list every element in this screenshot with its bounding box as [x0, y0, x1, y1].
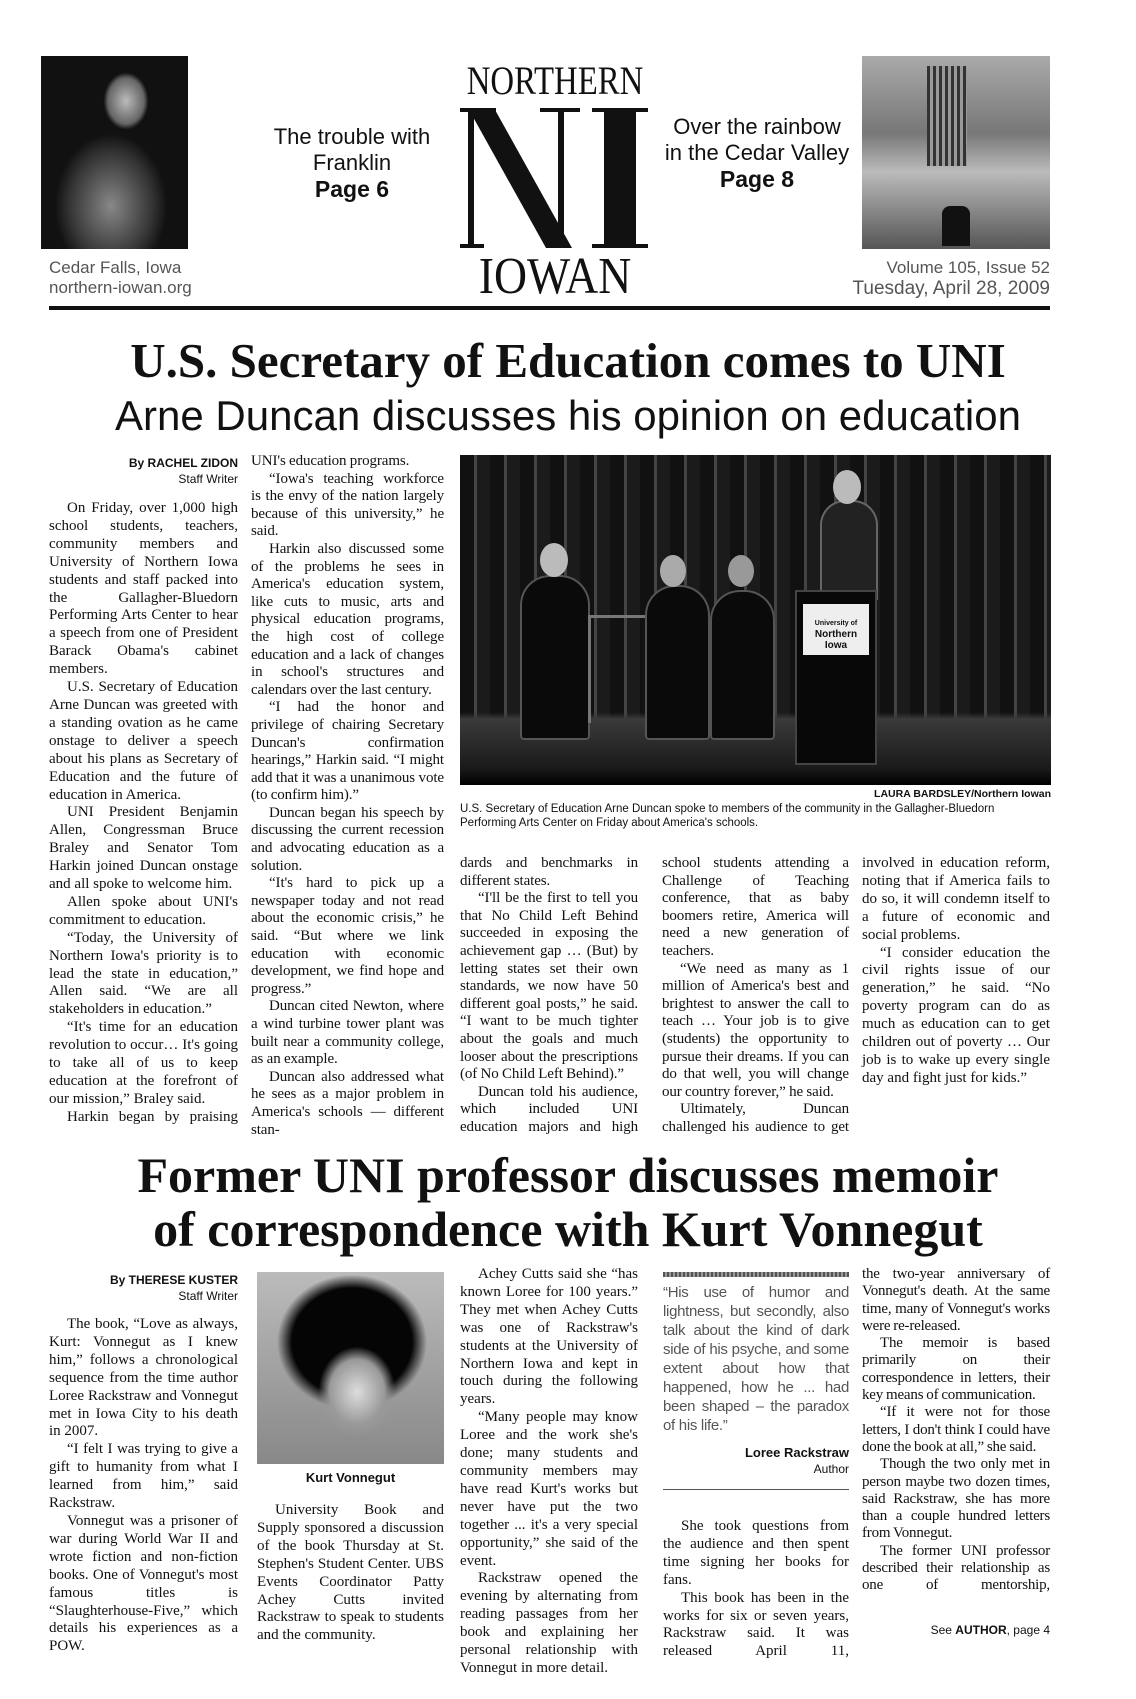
- article1-headline[interactable]: U.S. Secretary of Education comes to UNI: [130, 333, 1006, 388]
- location: Cedar Falls, Iowa: [49, 258, 182, 277]
- paragraph: Rackstraw opened the evening by alternating from reading passages from her book and explaining her personal relationship with Vonnegut in more detail.: [460, 1570, 638, 1676]
- paragraph: This book has been in the works for six or seven years, Rackstraw said. It was released April 11,: [663, 1589, 849, 1660]
- paragraph: school students attending a Challenge of Teaching conference, that as baby boomers retire, America will need a new generation of teachers.: [662, 855, 849, 959]
- paragraph: “I felt I was trying to give a gift to humanity from what I learned from him,” said Rackstraw.: [49, 1441, 238, 1512]
- masthead-initials: [460, 108, 650, 248]
- photo-caption: U.S. Secretary of Education Arne Duncan spoke to members of the community in the Gallagher-Bluedorn Performing Arts Center on Friday about America's schools.: [460, 803, 995, 829]
- franklin-photo: [41, 56, 188, 249]
- paragraph: dards and benchmarks in different states.: [460, 855, 638, 889]
- emerald-city-photo: [862, 56, 1050, 249]
- article2-author: By THERESE KUSTER: [109, 1273, 238, 1287]
- paragraph: “We need as many as 1 million of America's best and brightest to answer the call to teach … Your job is to give (students) the opportunity to pursue their dreams. If you can do that well, you will change our country forever,” he said.: [662, 960, 849, 1100]
- paragraph: Duncan told his audience, which included UNI education majors and high: [460, 1083, 638, 1135]
- paragraph: “I'll be the first to tell you that No Child Left Behind succeeded in exposing the achievement gap … (But) by letting states set their own standards, we now have 50 different goal posts,” he said. “I want to be much tighter about the goals and much looser about the prescriptions (of No Child Left Behind).”: [460, 890, 638, 1083]
- article1-role: Staff Writer: [178, 472, 238, 486]
- jump-link[interactable]: [862, 1622, 1050, 1638]
- issue-info: [800, 258, 1050, 300]
- paragraph: Ultimately, Duncan challenged his audience to get: [662, 1101, 849, 1135]
- paragraph: involved in education reform, noting that if America fails to do so, it will condemn itself to a future of economic and social problems.: [862, 855, 1050, 943]
- paragraph: Duncan cited Newton, where a wind turbine tower plant was built near a community college, as an example.: [251, 998, 444, 1068]
- article1-subhead: Arne Duncan discusses his opinion on education: [115, 392, 1021, 439]
- paragraph: “It's time for an education revolution to occur… It's going to take all of us to keep education at the forefront of our mission,” Braley said.: [49, 1019, 238, 1107]
- paragraph: The former UNI professor described their relationship as one of mentorship,: [862, 1542, 1050, 1594]
- issue-date: Tuesday, April 28, 2009: [852, 278, 1050, 299]
- teaser-oz-page: Page 8: [719, 166, 795, 192]
- article1-column-5: [862, 855, 1050, 1088]
- paragraph: “Iowa's teaching workforce is the envy of the nation largely because of this university,” he said.: [251, 470, 444, 540]
- masthead-bottom-word: IOWAN: [478, 248, 632, 305]
- paragraph: Vonnegut was a prisoner of war during World War II and wrote fiction and non-fiction books. One of Vonnegut's most famous titles is “Slaughterhouse-Five,” which details his experiences as a POW.: [49, 1512, 238, 1655]
- paragraph: “Many people may know Loree and the work she's done; many students and community members may have read Kurt's works but never have put the two together ... it's a very special opportunity,” she said of the event.: [460, 1409, 638, 1569]
- paragraph: “It's hard to pick up a newspaper today and not read about the economic crisis,” he said. “But where we link education with economic development, we find hope and progress.”: [251, 875, 444, 997]
- paragraph: Allen spoke about UNI's commitment to education.: [49, 893, 238, 928]
- pull-quote-top-rule: [663, 1272, 849, 1277]
- teaser-franklin-text: The trouble with Franklin: [273, 124, 431, 175]
- article2-column-4: [663, 1518, 849, 1661]
- teaser-franklin[interactable]: [262, 124, 442, 202]
- article2-column-1: [49, 1316, 238, 1656]
- pull-quote-name: Loree Rackstraw: [744, 1445, 849, 1460]
- article1-column-3: [460, 855, 638, 1137]
- teaser-franklin-page: Page 6: [314, 176, 390, 202]
- article2-column-2: [257, 1502, 444, 1645]
- podium-sign-line-1: University of: [814, 620, 858, 627]
- paragraph: UNI President Benjamin Allen, Congressman Bruce Braley and Senator Tom Harkin joined Duncan onstage and all spoke to welcome him.: [49, 804, 238, 893]
- podium-sign-line-3: Iowa: [824, 640, 848, 651]
- article1-byline: [49, 455, 238, 487]
- podium-sign-line-2: Northern: [814, 629, 858, 640]
- stage-photo: [460, 455, 1051, 785]
- pull-quote: “His use of humor and lightness, but secondly, also talk about the kind of dark side of his psyche, and some extent about how that happened, how he ... had been shaped – the paradox of his life.”: [663, 1284, 849, 1434]
- article1-author: By RACHEL ZIDON: [128, 456, 238, 470]
- article2-headline-line-2: of correspondence with Kurt Vonnegut: [153, 1201, 983, 1257]
- volume-issue: Volume 105, Issue 52: [886, 258, 1050, 277]
- article2-column-3: [460, 1266, 638, 1678]
- paragraph: Harkin also discussed some of the problems he sees in America's education system, like cuts to music, arts and physical education programs, the high cost of college education and a lack of changes in school's structures and calendars over the last century.: [251, 540, 444, 698]
- article1-column-1: [49, 500, 238, 1127]
- paragraph: University Book and Supply sponsored a discussion of the book Thursday at St. Stephen's Student Center. UBS Events Coordinator Patty Achey Cutts invited Rackstraw to speak to students and the community.: [257, 1502, 444, 1644]
- article2-headline[interactable]: [40, 1148, 1096, 1256]
- paragraph: Duncan also addressed what he sees as a major problem in America's schools — different stan-: [251, 1068, 444, 1138]
- photo-credit: LAURA BARDSLEY/Northern Iowan: [874, 788, 1051, 800]
- paragraph: UNI's education programs.: [251, 453, 410, 469]
- jump-prefix: See: [930, 1623, 952, 1637]
- location-info: [49, 258, 192, 298]
- teaser-oz-text: Over the rainbow in the Cedar Valley: [664, 114, 850, 165]
- article1-column-4: [662, 855, 849, 1137]
- paragraph: Though the two only met in person maybe two dozen times, said Rackstraw, she has more than a couple hundred letters from Vonnegut.: [862, 1456, 1050, 1542]
- paragraph: “I consider education the civil rights issue of our generation,” he said. “No poverty program can do as much as education can to get children out of poverty … Our job is to wake up every single day and fight just for kids.”: [862, 944, 1050, 1086]
- paragraph: the two-year anniversary of Vonnegut's death. At the same time, many of Vonnegut's works were re-released.: [862, 1266, 1050, 1334]
- paragraph: U.S. Secretary of Education Arne Duncan was greeted with a standing ovation as he came onstage to deliver a speech about his plans as Secretary of Education and the future of education in America.: [49, 679, 238, 803]
- article2-role: Staff Writer: [178, 1289, 238, 1303]
- vonnegut-caption: Kurt Vonnegut: [305, 1470, 396, 1485]
- paragraph: Duncan began his speech by discussing the current recession and advocating education as a solution.: [251, 804, 444, 874]
- article2-headline-line-1: Former UNI professor discusses memoir: [137, 1147, 999, 1203]
- article2-byline: [49, 1272, 238, 1304]
- masthead-top-word: NORTHERN: [466, 58, 644, 103]
- masthead-divider: [49, 306, 1050, 310]
- article2-column-5: [862, 1266, 1050, 1595]
- paragraph: “If it were not for those letters, I don't think I could have done the book at all,” she said.: [862, 1404, 1050, 1455]
- paragraph: Achey Cutts said she “has known Loree for 100 years.” They met when Achey Cutts was one of Rackstraw's students at the University of Northern Iowa and kept in touch during the following years.: [460, 1266, 638, 1408]
- jump-page: , page 4: [1006, 1623, 1050, 1637]
- paragraph: “I had the honor and privilege of chairing Secretary Duncan's confirmation hearings,” Harkin said. “I might add that it was a unanimous vote (to confirm him).”: [251, 699, 444, 804]
- pull-quote-bottom-rule: [663, 1489, 849, 1490]
- website-link[interactable]: northern-iowan.org: [49, 278, 192, 297]
- article1-column-2: [251, 453, 444, 1139]
- teaser-oz[interactable]: [662, 114, 852, 192]
- paragraph: Harkin began by praising: [67, 1108, 238, 1125]
- pull-quote-box: [663, 1272, 849, 1490]
- paragraph: She took questions from the audience and then spent time signing her books for fans.: [663, 1518, 849, 1588]
- paragraph: On Friday, over 1,000 high school students, teachers, community members and University of Northern Iowa students and staff packed into the Gallagher-Bluedorn Performing Arts Center to hear a speech from one of President Barack Obama's cabinet members.: [49, 500, 238, 678]
- pull-quote-role: Author: [813, 1462, 849, 1476]
- jump-word: AUTHOR: [955, 1623, 1007, 1637]
- pull-quote-attribution: [663, 1445, 849, 1477]
- paragraph: “Today, the University of Northern Iowa's priority is to lead the state in education,” Allen said. “We are all stakeholders in education.”: [49, 929, 238, 1018]
- podium-sign: [803, 604, 869, 655]
- paragraph: The book, “Love as always, Kurt: Vonnegut as I knew him,” follows a chronological sequence from the time author Loree Rackstraw and Vonnegut met in Iowa City to his death in 2007.: [49, 1316, 238, 1440]
- paragraph: The memoir is based primarily on their correspondence in letters, their key means of communication.: [862, 1335, 1050, 1404]
- vonnegut-photo: [257, 1272, 444, 1464]
